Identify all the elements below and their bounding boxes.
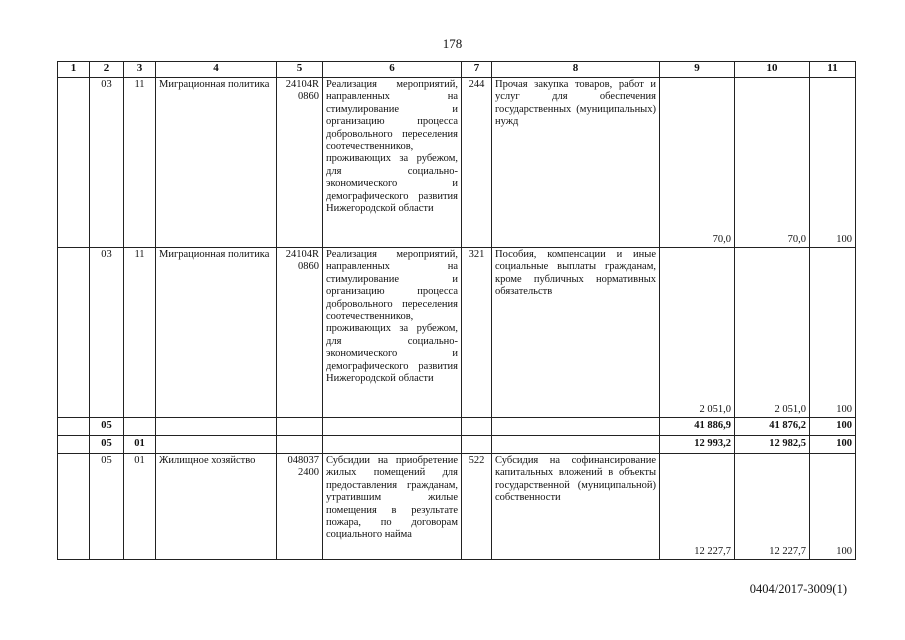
cell-subsection: 11	[124, 248, 156, 418]
cell-subsection: 01	[124, 436, 156, 454]
header-cell: 9	[660, 62, 735, 78]
cell-target-code	[277, 436, 323, 454]
cell-subsection: 11	[124, 78, 156, 248]
header-cell: 3	[124, 62, 156, 78]
header-cell: 2	[90, 62, 124, 78]
cell-percent: 100	[810, 78, 856, 248]
page-number: 178	[442, 36, 463, 51]
table-row	[58, 436, 856, 454]
header-cell: 6	[323, 62, 462, 78]
cell-percent: 100	[810, 418, 856, 436]
cell-expense-type: 522	[462, 454, 492, 560]
cell-subsection	[124, 418, 156, 436]
table-row	[58, 78, 856, 248]
cell-percent: 100	[810, 248, 856, 418]
cell-target-code: 24104R 0860	[277, 248, 323, 418]
cell-section: 05	[90, 454, 124, 560]
cell-description: Реализация мероприятий, направленных на стимулирование и организацию процесса добровольного переселения соотечественников, проживающих за рубежом, для социально-экономического и демографического развития Нижегородской области	[323, 78, 462, 248]
cell-planned: 41 886,9	[660, 418, 735, 436]
cell-planned: 12 993,2	[660, 436, 735, 454]
cell-name: Миграционная политика	[156, 78, 277, 248]
cell-planned: 2 051,0	[660, 248, 735, 418]
cell-name: Миграционная политика	[156, 248, 277, 418]
cell-name	[156, 418, 277, 436]
cell-target-code: 24104R 0860	[277, 78, 323, 248]
cell-actual: 41 876,2	[735, 418, 810, 436]
cell-expense-type	[462, 436, 492, 454]
cell-percent: 100	[810, 454, 856, 560]
cell-expense-name	[492, 436, 660, 454]
cell-actual: 12 227,7	[735, 454, 810, 560]
cell-description	[323, 436, 462, 454]
cell-target-code	[277, 418, 323, 436]
header-row	[58, 62, 856, 78]
cell-col1	[58, 454, 90, 560]
header-cell: 1	[58, 62, 90, 78]
cell-percent: 100	[810, 436, 856, 454]
cell-target-code: 048037 2400	[277, 454, 323, 560]
cell-section: 03	[90, 248, 124, 418]
cell-section: 05	[90, 418, 124, 436]
header-cell: 4	[156, 62, 277, 78]
table-row	[58, 454, 856, 560]
cell-subsection: 01	[124, 454, 156, 560]
cell-name: Жилищное хозяйство	[156, 454, 277, 560]
cell-expense-name	[492, 418, 660, 436]
cell-name	[156, 436, 277, 454]
cell-planned: 12 227,7	[660, 454, 735, 560]
table-row	[58, 248, 856, 418]
header-cell: 5	[277, 62, 323, 78]
cell-description	[323, 418, 462, 436]
cell-expense-name: Пособия, компенсации и иные социальные выплаты гражданам, кроме публичных нормативных обязательств	[492, 248, 660, 418]
cell-col1	[58, 418, 90, 436]
cell-section: 05	[90, 436, 124, 454]
document-code: 0404/2017-3009(1)	[749, 582, 847, 596]
header-cell: 7	[462, 62, 492, 78]
cell-description: Реализация мероприятий, направленных на стимулирование и организацию процесса добровольного переселения соотечественников, проживающих за рубежом, для социально-экономического и демографического развития Нижегородской области	[323, 248, 462, 418]
cell-planned: 70,0	[660, 78, 735, 248]
cell-expense-name: Прочая закупка товаров, работ и услуг для обеспечения государственных (муниципальных) нужд	[492, 78, 660, 248]
cell-expense-type	[462, 418, 492, 436]
cell-col1	[58, 248, 90, 418]
header-cell: 11	[810, 62, 856, 78]
table-row	[58, 418, 856, 436]
cell-actual: 2 051,0	[735, 248, 810, 418]
cell-col1	[58, 78, 90, 248]
cell-description: Субсидии на приобретение жилых помещений для предоставления гражданам, утратившим жилые помещения в результате пожара, по договорам социального найма	[323, 454, 462, 560]
cell-expense-type: 321	[462, 248, 492, 418]
budget-table	[57, 61, 856, 560]
cell-actual: 70,0	[735, 78, 810, 248]
header-cell: 8	[492, 62, 660, 78]
cell-expense-type: 244	[462, 78, 492, 248]
cell-actual: 12 982,5	[735, 436, 810, 454]
cell-section: 03	[90, 78, 124, 248]
cell-col1	[58, 436, 90, 454]
cell-expense-name: Субсидия на софинансирование капитальных вложений в объекты государственной (муниципальной) собственности	[492, 454, 660, 560]
header-cell: 10	[735, 62, 810, 78]
